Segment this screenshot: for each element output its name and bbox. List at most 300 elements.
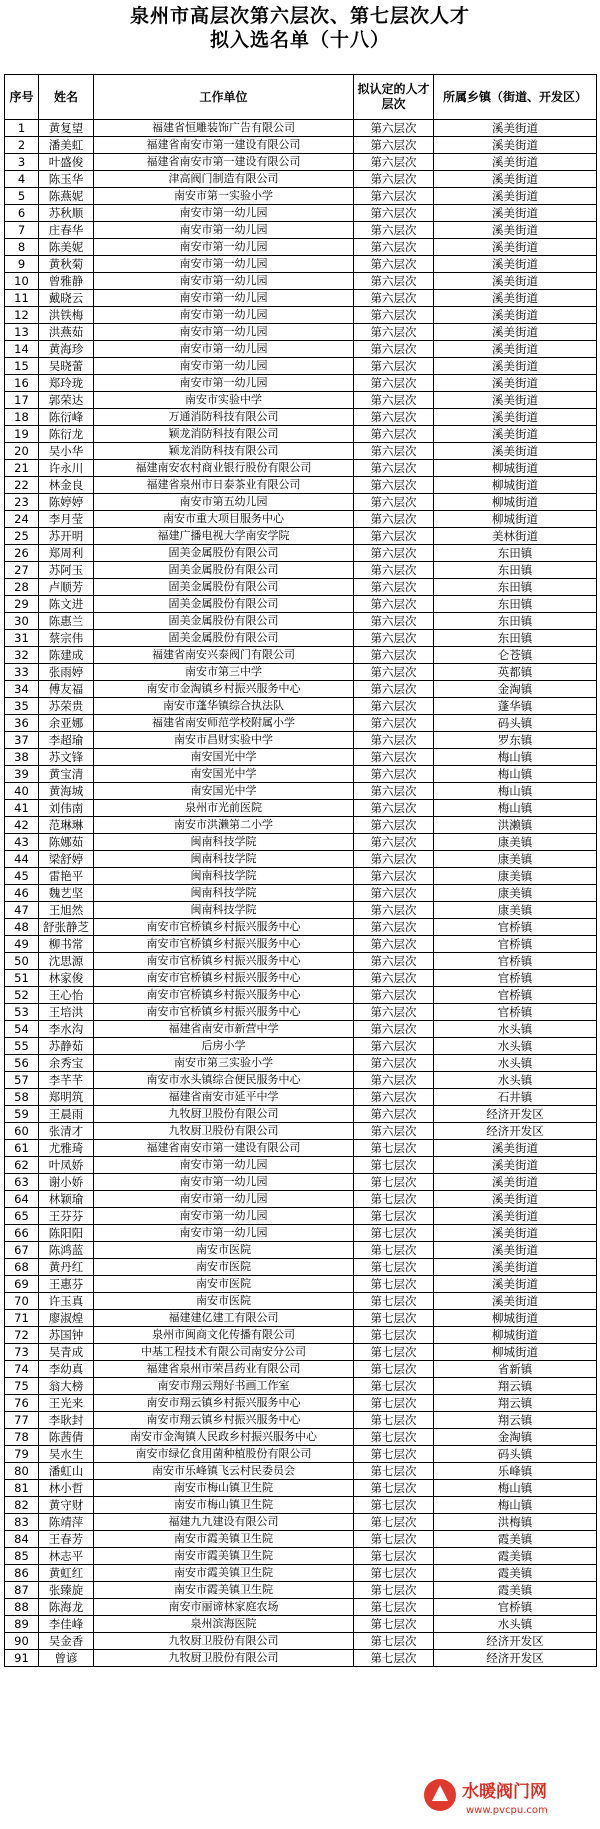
- cell-level: 第七层次: [354, 1650, 434, 1667]
- cell-level: 第六层次: [354, 188, 434, 205]
- table-row: [5, 953, 597, 970]
- cell-unit: 南安市翔云镇乡村振兴服务中心: [94, 1412, 354, 1429]
- cell-area: 溪美街道: [434, 137, 597, 154]
- cell-level: 第六层次: [354, 477, 434, 494]
- cell-level: 第六层次: [354, 154, 434, 171]
- cell-unit: 南安市第一实验小学: [94, 188, 354, 205]
- cell-area: 洪濑镇: [434, 817, 597, 834]
- cell-area: 水头镇: [434, 1038, 597, 1055]
- cell-no: 36: [5, 715, 39, 732]
- cell-area: 溪美街道: [434, 1140, 597, 1157]
- cell-no: 28: [5, 579, 39, 596]
- cell-no: 40: [5, 783, 39, 800]
- cell-no: 80: [5, 1463, 39, 1480]
- cell-level: 第七层次: [354, 1242, 434, 1259]
- cell-level: 第六层次: [354, 1004, 434, 1021]
- cell-name: 吴小华: [39, 443, 94, 460]
- cell-area: 美林街道: [434, 528, 597, 545]
- cell-no: 70: [5, 1293, 39, 1310]
- cell-name: 苏阿玉: [39, 562, 94, 579]
- table-row: [5, 1650, 597, 1667]
- cell-name: 陈海龙: [39, 1599, 94, 1616]
- cell-unit: 万通消防科技有限公司: [94, 409, 354, 426]
- table-row: [5, 1123, 597, 1140]
- cell-unit: 南安市医院: [94, 1242, 354, 1259]
- header-name: 姓名: [39, 75, 94, 120]
- cell-area: 经济开发区: [434, 1123, 597, 1140]
- table-row: [5, 1072, 597, 1089]
- cell-level: 第七层次: [354, 1174, 434, 1191]
- cell-level: 第七层次: [354, 1259, 434, 1276]
- table-row: [5, 341, 597, 358]
- cell-level: 第七层次: [354, 1633, 434, 1650]
- table-row: [5, 545, 597, 562]
- cell-level: 第七层次: [354, 1225, 434, 1242]
- cell-area: 翔云镇: [434, 1378, 597, 1395]
- cell-name: 陈文进: [39, 596, 94, 613]
- cell-name: 李幼真: [39, 1361, 94, 1378]
- cell-unit: 闽南科技学院: [94, 851, 354, 868]
- header-area: 所属乡镇（街道、开发区）: [434, 75, 597, 120]
- table-row: [5, 307, 597, 324]
- cell-name: 许玉真: [39, 1293, 94, 1310]
- cell-name: 王培洪: [39, 1004, 94, 1021]
- cell-unit: 南安市水头镇综合便民服务中心: [94, 1072, 354, 1089]
- table-row: [5, 1514, 597, 1531]
- table-row: [5, 1565, 597, 1582]
- cell-no: 42: [5, 817, 39, 834]
- cell-level: 第六层次: [354, 1106, 434, 1123]
- table-row: [5, 171, 597, 188]
- table-row: [5, 1412, 597, 1429]
- cell-area: 官桥镇: [434, 919, 597, 936]
- cell-no: 3: [5, 154, 39, 171]
- cell-area: 溪美街道: [434, 239, 597, 256]
- cell-unit: 固美金属股份有限公司: [94, 596, 354, 613]
- table-row: [5, 1174, 597, 1191]
- cell-area: 东田镇: [434, 630, 597, 647]
- cell-area: 康美镇: [434, 885, 597, 902]
- cell-area: 康美镇: [434, 868, 597, 885]
- table-row: [5, 1633, 597, 1650]
- table-row: [5, 528, 597, 545]
- cell-no: 76: [5, 1395, 39, 1412]
- cell-no: 5: [5, 188, 39, 205]
- table-row: [5, 1106, 597, 1123]
- cell-name: 陈美妮: [39, 239, 94, 256]
- cell-level: 第六层次: [354, 409, 434, 426]
- cell-unit: 南安市第一幼儿园: [94, 290, 354, 307]
- cell-name: 陈鸿蓝: [39, 1242, 94, 1259]
- cell-level: 第六层次: [354, 443, 434, 460]
- cell-name: 王心怡: [39, 987, 94, 1004]
- table-row: [5, 409, 597, 426]
- cell-area: 码头镇: [434, 1446, 597, 1463]
- cell-no: 21: [5, 460, 39, 477]
- cell-area: 乐峰镇: [434, 1463, 597, 1480]
- cell-name: 潘虹山: [39, 1463, 94, 1480]
- cell-no: 62: [5, 1157, 39, 1174]
- cell-level: 第六层次: [354, 1021, 434, 1038]
- cell-area: 经济开发区: [434, 1650, 597, 1667]
- table-row: [5, 749, 597, 766]
- cell-no: 72: [5, 1327, 39, 1344]
- cell-unit: 南安市第一幼儿园: [94, 341, 354, 358]
- table-row: [5, 1429, 597, 1446]
- cell-area: 溪美街道: [434, 222, 597, 239]
- cell-unit: 九牧厨卫股份有限公司: [94, 1123, 354, 1140]
- table-row: [5, 1208, 597, 1225]
- cell-unit: 南安市第一幼儿园: [94, 1208, 354, 1225]
- table-row: [5, 1004, 597, 1021]
- cell-name: 王旭然: [39, 902, 94, 919]
- cell-no: 73: [5, 1344, 39, 1361]
- table-row: [5, 443, 597, 460]
- cell-no: 78: [5, 1429, 39, 1446]
- cell-level: 第七层次: [354, 1378, 434, 1395]
- cell-name: 王芬芬: [39, 1208, 94, 1225]
- cell-level: 第六层次: [354, 137, 434, 154]
- table-row: [5, 1089, 597, 1106]
- cell-name: 苏荣贵: [39, 698, 94, 715]
- cell-area: 东田镇: [434, 545, 597, 562]
- cell-area: 码头镇: [434, 715, 597, 732]
- cell-unit: 南安市霞美镇卫生院: [94, 1565, 354, 1582]
- cell-area: 梅山镇: [434, 800, 597, 817]
- table-row: [5, 647, 597, 664]
- cell-name: 曾雅静: [39, 273, 94, 290]
- cell-area: 官桥镇: [434, 1599, 597, 1616]
- cell-name: 黄丹红: [39, 1259, 94, 1276]
- cell-unit: 固美金属股份有限公司: [94, 613, 354, 630]
- cell-no: 18: [5, 409, 39, 426]
- cell-no: 51: [5, 970, 39, 987]
- cell-area: 溪美街道: [434, 290, 597, 307]
- cell-name: 吴晓蕾: [39, 358, 94, 375]
- cell-unit: 九牧厨卫股份有限公司: [94, 1633, 354, 1650]
- cell-level: 第六层次: [354, 868, 434, 885]
- table-row: [5, 205, 597, 222]
- cell-level: 第六层次: [354, 426, 434, 443]
- cell-area: 溪美街道: [434, 154, 597, 171]
- table-row: [5, 426, 597, 443]
- cell-area: 溪美街道: [434, 188, 597, 205]
- cell-name: 黄复望: [39, 120, 94, 137]
- cell-level: 第六层次: [354, 120, 434, 137]
- cell-name: 叶盛俊: [39, 154, 94, 171]
- cell-no: 44: [5, 851, 39, 868]
- cell-name: 苏秋顺: [39, 205, 94, 222]
- cell-unit: 南安市第一幼儿园: [94, 205, 354, 222]
- cell-unit: 闽南科技学院: [94, 868, 354, 885]
- cell-no: 69: [5, 1276, 39, 1293]
- cell-area: 柳城街道: [434, 511, 597, 528]
- cell-unit: 南安市第一幼儿园: [94, 324, 354, 341]
- header-unit: 工作单位: [94, 75, 354, 120]
- cell-no: 60: [5, 1123, 39, 1140]
- cell-no: 53: [5, 1004, 39, 1021]
- cell-level: 第六层次: [354, 307, 434, 324]
- cell-no: 81: [5, 1480, 39, 1497]
- cell-area: 石井镇: [434, 1089, 597, 1106]
- cell-area: 经济开发区: [434, 1106, 597, 1123]
- cell-unit: 南安市医院: [94, 1293, 354, 1310]
- table-row: [5, 460, 597, 477]
- cell-name: 吴金香: [39, 1633, 94, 1650]
- table-row: [5, 579, 597, 596]
- cell-no: 19: [5, 426, 39, 443]
- table-row: [5, 324, 597, 341]
- cell-no: 57: [5, 1072, 39, 1089]
- cell-level: 第七层次: [354, 1276, 434, 1293]
- cell-level: 第七层次: [354, 1140, 434, 1157]
- cell-area: 水头镇: [434, 1616, 597, 1633]
- cell-level: 第七层次: [354, 1157, 434, 1174]
- cell-no: 88: [5, 1599, 39, 1616]
- cell-area: 康美镇: [434, 834, 597, 851]
- cell-no: 41: [5, 800, 39, 817]
- cell-no: 45: [5, 868, 39, 885]
- cell-name: 苏静茹: [39, 1038, 94, 1055]
- cell-no: 12: [5, 307, 39, 324]
- cell-area: 经济开发区: [434, 1633, 597, 1650]
- cell-name: 林家俊: [39, 970, 94, 987]
- cell-area: 洪梅镇: [434, 1514, 597, 1531]
- cell-unit: 固美金属股份有限公司: [94, 579, 354, 596]
- cell-no: 74: [5, 1361, 39, 1378]
- cell-name: 洪铁梅: [39, 307, 94, 324]
- cell-no: 52: [5, 987, 39, 1004]
- cell-level: 第六层次: [354, 1055, 434, 1072]
- cell-level: 第六层次: [354, 664, 434, 681]
- cell-level: 第七层次: [354, 1412, 434, 1429]
- cell-no: 35: [5, 698, 39, 715]
- cell-unit: 泉州市光前医院: [94, 800, 354, 817]
- cell-no: 47: [5, 902, 39, 919]
- table-row: [5, 562, 597, 579]
- cell-name: 郑明筑: [39, 1089, 94, 1106]
- cell-level: 第六层次: [354, 613, 434, 630]
- cell-area: 溪美街道: [434, 426, 597, 443]
- cell-no: 46: [5, 885, 39, 902]
- cell-unit: 固美金属股份有限公司: [94, 562, 354, 579]
- cell-no: 90: [5, 1633, 39, 1650]
- cell-unit: 南安国光中学: [94, 783, 354, 800]
- table-row: [5, 902, 597, 919]
- cell-level: 第六层次: [354, 375, 434, 392]
- cell-level: 第六层次: [354, 1038, 434, 1055]
- cell-level: 第七层次: [354, 1548, 434, 1565]
- table-row: [5, 137, 597, 154]
- cell-name: 陈燕妮: [39, 188, 94, 205]
- cell-level: 第六层次: [354, 800, 434, 817]
- table-row: [5, 1310, 597, 1327]
- cell-level: 第六层次: [354, 970, 434, 987]
- cell-level: 第六层次: [354, 1123, 434, 1140]
- page-title: [0, 4, 600, 52]
- table-row: [5, 936, 597, 953]
- table-row: [5, 1276, 597, 1293]
- cell-area: 溪美街道: [434, 324, 597, 341]
- title-line-2: 拟入选名单（十八）: [209, 29, 390, 51]
- table-row: [5, 1344, 597, 1361]
- cell-area: 蓬华镇: [434, 698, 597, 715]
- table-row: [5, 1157, 597, 1174]
- cell-name: 戴晓云: [39, 290, 94, 307]
- cell-name: 吴青成: [39, 1344, 94, 1361]
- cell-level: 第七层次: [354, 1531, 434, 1548]
- cell-no: 85: [5, 1548, 39, 1565]
- cell-no: 61: [5, 1140, 39, 1157]
- cell-area: 水头镇: [434, 1055, 597, 1072]
- cell-area: 溪美街道: [434, 1208, 597, 1225]
- cell-area: 溪美街道: [434, 120, 597, 137]
- cell-unit: 福建省南安市第一建设有限公司: [94, 137, 354, 154]
- cell-area: 溪美街道: [434, 1259, 597, 1276]
- cell-unit: 南安市丽谛林家庭农场: [94, 1599, 354, 1616]
- cell-name: 张清才: [39, 1123, 94, 1140]
- cell-level: 第六层次: [354, 341, 434, 358]
- table-row: [5, 817, 597, 834]
- cell-name: 陈衍峰: [39, 409, 94, 426]
- table-row: [5, 630, 597, 647]
- cell-unit: 南安市官桥镇乡村振兴服务中心: [94, 919, 354, 936]
- cell-area: 霞美镇: [434, 1531, 597, 1548]
- cell-no: 66: [5, 1225, 39, 1242]
- cell-name: 傅友福: [39, 681, 94, 698]
- cell-name: 李超瑜: [39, 732, 94, 749]
- cell-no: 23: [5, 494, 39, 511]
- cell-no: 65: [5, 1208, 39, 1225]
- cell-name: 林金良: [39, 477, 94, 494]
- cell-no: 11: [5, 290, 39, 307]
- cell-name: 黄秋菊: [39, 256, 94, 273]
- cell-name: 郭荣达: [39, 392, 94, 409]
- cell-no: 68: [5, 1259, 39, 1276]
- cell-area: 梅山镇: [434, 783, 597, 800]
- cell-name: 舒张静芝: [39, 919, 94, 936]
- cell-name: 黄虹红: [39, 1565, 94, 1582]
- cell-name: 陈衍龙: [39, 426, 94, 443]
- table-body: [5, 120, 597, 1667]
- cell-unit: 福建省泉州市荣昌药业有限公司: [94, 1361, 354, 1378]
- table-row: [5, 596, 597, 613]
- cell-level: 第六层次: [354, 681, 434, 698]
- cell-level: 第六层次: [354, 783, 434, 800]
- cell-area: 溪美街道: [434, 1174, 597, 1191]
- table-row: [5, 511, 597, 528]
- cell-area: 东田镇: [434, 613, 597, 630]
- cell-no: 82: [5, 1497, 39, 1514]
- cell-unit: 南安市第一幼儿园: [94, 1191, 354, 1208]
- cell-no: 56: [5, 1055, 39, 1072]
- cell-name: 陈娜茹: [39, 834, 94, 851]
- cell-unit: 南安市第一幼儿园: [94, 1157, 354, 1174]
- cell-unit: 福建九九建设有限公司: [94, 1514, 354, 1531]
- cell-unit: 南安市官桥镇乡村振兴服务中心: [94, 953, 354, 970]
- cell-area: 溪美街道: [434, 443, 597, 460]
- cell-area: 柳城街道: [434, 477, 597, 494]
- cell-unit: 南安市第五幼儿园: [94, 494, 354, 511]
- cell-name: 陈惠兰: [39, 613, 94, 630]
- cell-area: 官桥镇: [434, 970, 597, 987]
- cell-level: 第七层次: [354, 1344, 434, 1361]
- cell-no: 55: [5, 1038, 39, 1055]
- cell-unit: 福建省南安师范学校附属小学: [94, 715, 354, 732]
- cell-area: 霞美镇: [434, 1548, 597, 1565]
- cell-no: 27: [5, 562, 39, 579]
- cell-area: 霞美镇: [434, 1582, 597, 1599]
- cell-area: 柳城街道: [434, 1310, 597, 1327]
- cell-name: 苏国钟: [39, 1327, 94, 1344]
- cell-unit: 九牧厨卫股份有限公司: [94, 1650, 354, 1667]
- cell-unit: 南安市翔云翔好书画工作室: [94, 1378, 354, 1395]
- cell-level: 第六层次: [354, 358, 434, 375]
- cell-area: 翔云镇: [434, 1395, 597, 1412]
- cell-level: 第六层次: [354, 494, 434, 511]
- cell-unit: 中基工程技术有限公司南安分公司: [94, 1344, 354, 1361]
- cell-no: 14: [5, 341, 39, 358]
- table-row: [5, 851, 597, 868]
- cell-no: 64: [5, 1191, 39, 1208]
- cell-area: 溪美街道: [434, 256, 597, 273]
- cell-area: 溪美街道: [434, 1242, 597, 1259]
- cell-level: 第六层次: [354, 460, 434, 477]
- cell-name: 余亚娜: [39, 715, 94, 732]
- cell-unit: 福建建亿建工有限公司: [94, 1310, 354, 1327]
- cell-unit: 南安市重大项目服务中心: [94, 511, 354, 528]
- table-row: [5, 1463, 597, 1480]
- cell-level: 第六层次: [354, 528, 434, 545]
- cell-no: 17: [5, 392, 39, 409]
- cell-unit: 南安市蓬华镇综合执法队: [94, 698, 354, 715]
- cell-area: 仑苍镇: [434, 647, 597, 664]
- table-row: [5, 290, 597, 307]
- cell-name: 陈建成: [39, 647, 94, 664]
- cell-unit: 南安国光中学: [94, 766, 354, 783]
- cell-no: 9: [5, 256, 39, 273]
- table-row: [5, 613, 597, 630]
- cell-unit: 福建省南安市第一建设有限公司: [94, 1140, 354, 1157]
- cell-name: 李耿封: [39, 1412, 94, 1429]
- cell-name: 柳书常: [39, 936, 94, 953]
- table-row: [5, 1378, 597, 1395]
- cell-name: 庄春华: [39, 222, 94, 239]
- cell-unit: 福建省泉州市日泰茶业有限公司: [94, 477, 354, 494]
- cell-no: 75: [5, 1378, 39, 1395]
- cell-no: 84: [5, 1531, 39, 1548]
- cell-name: 许永川: [39, 460, 94, 477]
- cell-area: 康美镇: [434, 902, 597, 919]
- cell-name: 叶凤娇: [39, 1157, 94, 1174]
- cell-name: 蔡宗伟: [39, 630, 94, 647]
- cell-unit: 南安市第一幼儿园: [94, 222, 354, 239]
- cell-name: 洪燕茹: [39, 324, 94, 341]
- cell-unit: 南安市第一幼儿园: [94, 1174, 354, 1191]
- cell-area: 官桥镇: [434, 1004, 597, 1021]
- cell-name: 王惠芬: [39, 1276, 94, 1293]
- table-row: [5, 154, 597, 171]
- cell-area: 金淘镇: [434, 1429, 597, 1446]
- cell-no: 58: [5, 1089, 39, 1106]
- cell-no: 26: [5, 545, 39, 562]
- watermark-url: www.pvcpu.com: [466, 1805, 548, 1816]
- cell-name: 黄海珍: [39, 341, 94, 358]
- cell-no: 77: [5, 1412, 39, 1429]
- cell-unit: 南安市第一幼儿园: [94, 273, 354, 290]
- cell-area: 溪美街道: [434, 409, 597, 426]
- cell-unit: 九牧厨卫股份有限公司: [94, 1106, 354, 1123]
